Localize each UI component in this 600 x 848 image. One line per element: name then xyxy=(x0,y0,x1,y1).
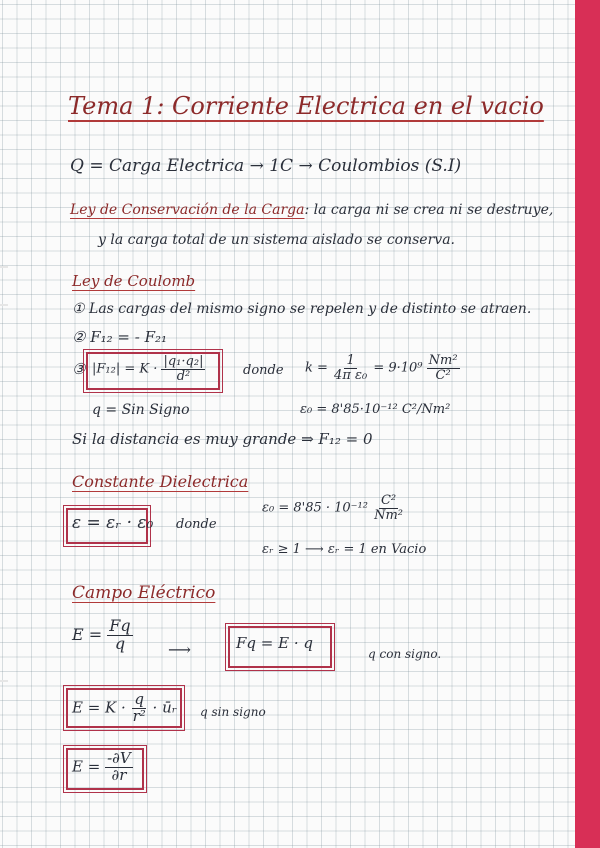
coulomb-heading: Ley de Coulomb xyxy=(72,272,196,290)
E2-tail: · ūᵣ xyxy=(152,698,177,717)
E2-lhs: E = K · xyxy=(72,698,126,717)
field-heading: Campo Eléctrico xyxy=(72,583,216,603)
conservation-heading: Ley de Conservación de la Carga xyxy=(70,202,305,218)
formula-fraction xyxy=(161,355,205,383)
fraction-numerator: Nm² xyxy=(428,353,458,368)
E2-fraction xyxy=(131,692,148,725)
punch-mark xyxy=(0,266,8,268)
k-value: = 9·10⁹ xyxy=(373,360,423,376)
eps0-unit-fraction xyxy=(372,494,405,522)
fraction-denominator: d² xyxy=(176,368,191,384)
eps0-lhs: ε₀ = 8'85 · 10⁻¹² xyxy=(262,500,368,516)
notebook-binding-edge xyxy=(575,0,600,848)
fraction-numerator: -∂V xyxy=(107,749,131,767)
fraction-denominator: ∂r xyxy=(111,765,127,784)
fraction-denominator: C² xyxy=(435,367,451,383)
punch-mark xyxy=(0,680,8,682)
k-constant-formula xyxy=(305,354,460,382)
coulomb-item-3-marker: ③ xyxy=(72,360,86,378)
coulomb-item-1 xyxy=(72,301,531,317)
fraction-denominator: Nm² xyxy=(374,507,404,523)
q-without-sign-note: q sin signo xyxy=(200,705,266,719)
E3-fraction xyxy=(105,751,133,784)
E-fraction xyxy=(107,618,132,653)
item-marker: ② xyxy=(72,328,86,346)
k-fraction xyxy=(332,354,369,382)
fraction-denominator: 4π ε₀ xyxy=(334,367,368,383)
page-title: Tema 1: Corriente Electrica en el vacio xyxy=(68,92,544,120)
dielectric-donde: donde xyxy=(176,517,217,532)
eps0-value-line: ε₀ = 8'85·10⁻¹² C²/Nm² xyxy=(300,402,451,417)
E-potential-formula xyxy=(72,751,133,784)
formula-lhs: |F₁₂| = K · xyxy=(92,361,158,377)
fraction-numerator: C² xyxy=(380,493,397,508)
E-definition xyxy=(72,618,133,653)
fraction-denominator: q xyxy=(114,633,126,653)
q-sign-note: q = Sin Signo xyxy=(92,402,190,418)
fraction-numerator: q xyxy=(134,690,144,708)
punch-mark xyxy=(0,304,8,306)
item-text: Las cargas del mismo signo se repelen y de distinto se atraen. xyxy=(89,301,532,317)
fraction-numerator: |q₁·q₂| xyxy=(163,354,204,369)
item-text: F₁₂ = - F₂₁ xyxy=(90,328,168,346)
dielectric-formula: ε = εᵣ · ε₀ xyxy=(72,513,154,533)
E3-lhs: E = xyxy=(72,757,101,776)
coulomb-formula xyxy=(92,355,205,383)
item-marker: ① xyxy=(72,301,85,317)
fraction-denominator: r² xyxy=(132,706,146,725)
k-lhs: k = xyxy=(305,360,328,376)
coulomb-donde: donde xyxy=(243,363,284,378)
er-line: εᵣ ≥ 1 ⟶ εᵣ = 1 en Vacio xyxy=(262,542,427,557)
fraction-numerator: 1 xyxy=(346,353,355,368)
field-arrow: ⟶ xyxy=(168,640,191,659)
fraction-numerator: Fq xyxy=(109,616,131,635)
E-coulomb-formula xyxy=(72,692,177,725)
q-with-sign-note: q con signo. xyxy=(368,647,442,661)
E-lhs: E = xyxy=(72,624,103,644)
eps0-formula xyxy=(262,494,405,522)
distance-line: Si la distancia es muy grande ⇒ F₁₂ = 0 xyxy=(72,430,373,448)
conservation-section xyxy=(70,202,553,218)
coulomb-item-2 xyxy=(72,328,167,346)
conservation-line2: y la carga total de un sistema aislado se conserva. xyxy=(98,232,455,248)
conservation-line1: : la carga ni se crea ni se destruye, xyxy=(304,202,554,218)
dielectric-heading: Constante Dielectrica xyxy=(72,472,249,491)
k-unit-fraction xyxy=(427,354,460,382)
charge-definition: Q = Carga Electrica → 1C → Coulombios (S.I) xyxy=(70,156,462,176)
Fq-formula: Fq = E · q xyxy=(236,634,313,652)
